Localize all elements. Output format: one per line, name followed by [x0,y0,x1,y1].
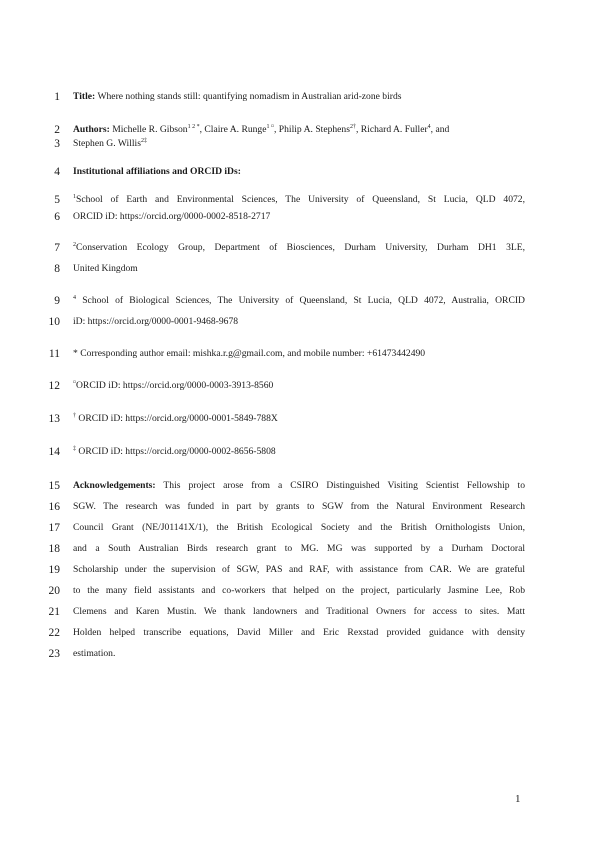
separator: , [355,124,361,135]
manuscript-line [0,605,595,619]
acknowledgements-text: Holden helped transcribe equations, David Miller and Eric Rexstad provided guidance with density [73,627,525,638]
line-number: 17 [48,522,60,534]
manuscript-line [0,563,595,577]
acknowledgements-label: Acknowledgements: [73,480,156,491]
acknowledgements-text: SGW. The research was funded in part by grants to SGW from the Natural Environment Research [73,501,525,512]
orcid-willis [73,445,525,459]
line-number: 13 [48,413,60,425]
title-text: Where nothing stands still: quantifying nomadism in Australian arid-zone birds [97,91,402,102]
manuscript-line [0,123,595,137]
manuscript-line [0,90,595,104]
separator: , [274,124,279,135]
line-number: 12 [48,380,60,392]
affiliation-4-orcid: iD: https://orcid.org/0000-0001-9468-9678 [73,316,239,327]
page-number: 1 [515,793,521,805]
title-line [73,90,525,104]
affiliation-1-orcid: ORCID iD: https://orcid.org/0000-0002-8518-2717 [73,211,271,222]
manuscript-line [0,315,595,329]
manuscript-line [0,521,595,535]
manuscript-line [0,165,595,179]
separator: , and [430,124,450,135]
author-affiliation-marker: 4 [427,124,431,130]
manuscript-line [0,647,595,661]
line-number: 10 [48,316,60,328]
manuscript-line [0,412,595,426]
manuscript-line [0,193,595,207]
line-number: 21 [48,606,60,618]
affiliation-2-country: United Kingdom [73,263,138,274]
affiliation-text: Conservation Ecology Group, Department of Biosciences, Durham University, Durham DH1 3LE, [76,242,525,253]
line-number: 4 [54,166,60,178]
line-number: 7 [54,242,60,254]
author-name: Richard A. Fuller [360,124,428,135]
line-number: 23 [48,648,60,660]
manuscript-line [0,241,595,255]
acknowledgements-text: to the many field assistants and co-workers that helped on the project, particularly Jasmine Lee, Rob [73,585,525,596]
author-affiliation-marker: 2‡ [140,138,147,144]
line-number: 19 [48,564,60,576]
line-number: 5 [54,194,60,206]
manuscript-line [0,626,595,640]
line-number: 11 [48,348,60,360]
manuscript-line [0,137,595,151]
affiliation-marker: 4 [73,295,76,301]
authors-line [73,123,525,137]
affiliation-marker: 2 [73,242,76,248]
acknowledgements-text: Clemens and Karen Mustin. We thank landowners and Traditional Owners for access to sites. Matt [73,606,525,617]
author-affiliation-marker: 1 ¤ [266,124,274,130]
manuscript-line [0,584,595,598]
authors-label: Authors: [73,124,110,135]
orcid-stephens [73,412,525,426]
acknowledgements-text: and a South Australian Birds research grant to MG. MG was supported by a Durham Doctoral [73,543,525,554]
acknowledgements-text: Scholarship under the supervision of SGW, PAS and RAF, with assistance from CAR. We are grateful [73,564,525,575]
manuscript-line [0,379,595,393]
affiliations-heading: Institutional affiliations and ORCID iDs: [73,166,241,177]
orcid-marker: ¤ [73,380,76,386]
orcid-text: ORCID iD: https://orcid.org/0000-0002-8656-5808 [78,446,276,457]
manuscript-line [0,294,595,308]
line-number: 6 [54,211,60,223]
manuscript-line [0,262,595,276]
author-affiliation-marker: 1 2 * [187,124,200,130]
corresponding-author: * Corresponding author email: mishka.r.g@gmail.com, and mobile number: +61473442490 [73,348,426,359]
manuscript-line [0,347,595,361]
orcid-marker: † [73,413,76,419]
affiliation-marker: 1 [73,194,76,200]
author-name: Stephen G. Willis [73,138,141,149]
affiliation-2-line [73,241,525,255]
line-number: 18 [48,543,60,555]
orcid-runge [73,379,525,393]
author-name: Michelle R. Gibson [112,124,188,135]
author-name: Philip A. Stephens [278,124,350,135]
manuscript-line [0,479,595,493]
separator: , [199,124,205,135]
affiliation-1-line [73,193,525,207]
manuscript-line [0,500,595,514]
affiliation-text: School of Biological Sciences, The University of Queensland, St Lucia, QLD 4072, Australia, ORCID [82,295,525,306]
manuscript-line [0,210,595,224]
acknowledgements-text: Council Grant (NE/J01141X/1), the British Ecological Society and the British Ornithologists Union, [73,522,525,533]
acknowledgements-text: estimation. [73,648,116,659]
line-number: 20 [48,585,60,597]
author-affiliation-marker: 2† [349,124,356,130]
acknowledgements-text: This project arose from a CSIRO Distinguished Visiting Scientist Fellowship to [163,480,525,491]
manuscript-line [0,542,595,556]
affiliation-4-line [73,294,525,308]
affiliation-text: School of Earth and Environmental Sciences, The University of Queensland, St Lucia, QLD 4072, [76,194,525,205]
orcid-text: ORCID iD: https://orcid.org/0000-0001-5849-788X [78,413,278,424]
line-number: 1 [54,91,60,103]
manuscript-line [0,445,595,459]
acknowledgements-line [73,479,525,493]
author-name: Claire A. Runge [204,124,267,135]
orcid-text: ORCID iD: https://orcid.org/0000-0003-3913-8560 [76,380,274,391]
orcid-marker: ‡ [73,446,76,452]
line-number: 15 [48,480,60,492]
line-number: 3 [54,138,60,150]
line-number: 16 [48,501,60,513]
authors-line-continued [73,137,525,151]
line-number: 22 [48,627,60,639]
line-number: 2 [54,124,60,136]
line-number: 9 [54,295,60,307]
title-label: Title: [73,91,96,102]
line-number: 14 [48,446,60,458]
line-number: 8 [54,263,60,275]
